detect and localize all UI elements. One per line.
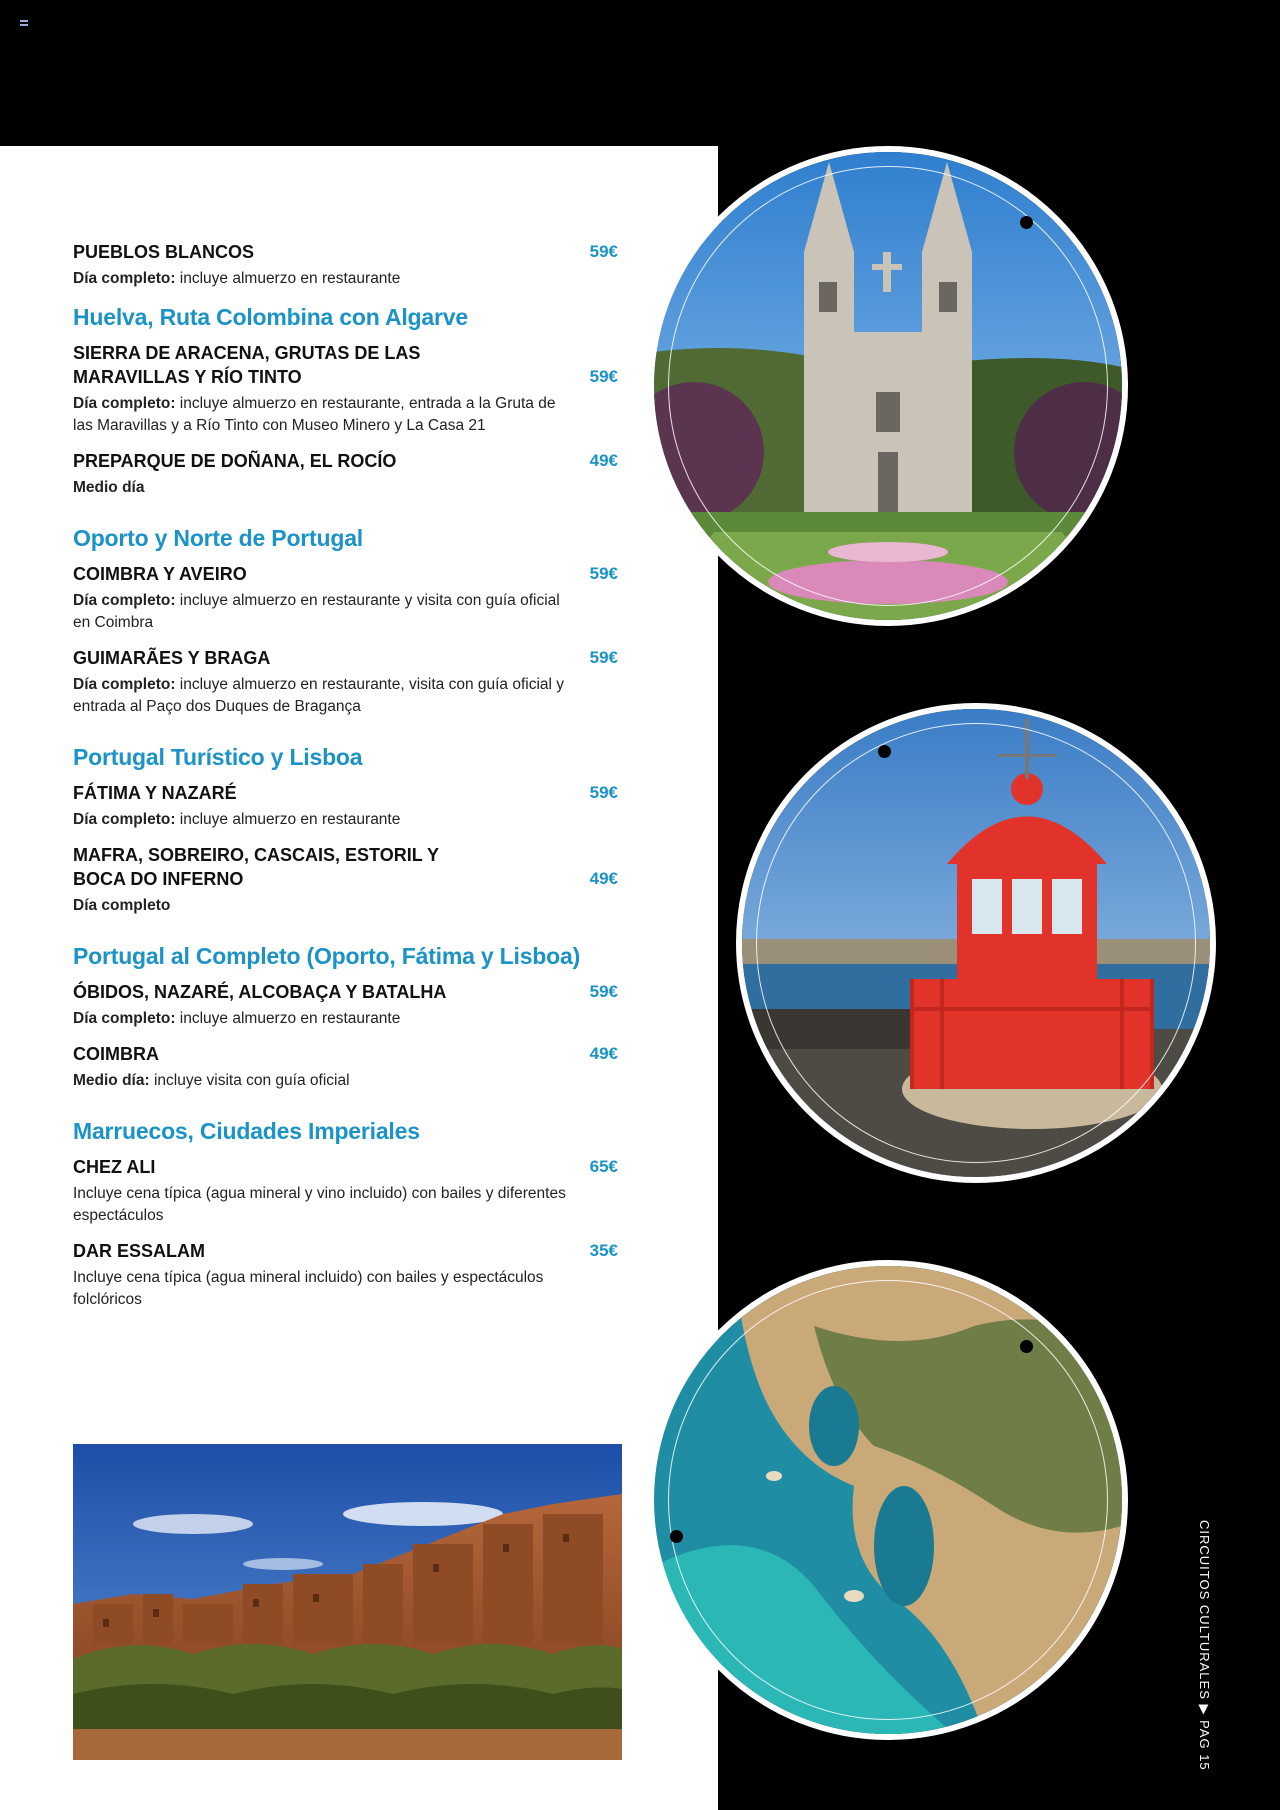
item-price: 35€ <box>589 1241 618 1260</box>
item-price: 49€ <box>589 869 618 888</box>
list-item <box>73 1155 618 1227</box>
item-price: 59€ <box>589 648 618 667</box>
section-oporto <box>73 525 618 718</box>
item-description: Día completo: incluye almuerzo en restaurante y visita con guía oficial en Coimbra <box>73 592 560 631</box>
section-title: Portugal al Completo (Oporto, Fátima y Lisboa) <box>73 943 581 969</box>
item-description: Medio día <box>73 479 145 496</box>
item-description: Día completo: incluye almuerzo en restaurante <box>73 811 401 828</box>
list-item <box>73 646 618 718</box>
item-price: 49€ <box>589 1044 618 1063</box>
item-description: Día completo: incluye almuerzo en restaurante <box>73 1010 401 1027</box>
section-portugal-completo <box>73 943 618 1092</box>
item-name: MAFRA, SOBREIRO, CASCAIS, ESTORIL Y BOCA DO INFERNO <box>73 845 439 889</box>
item-name: COIMBRA <box>73 1044 159 1064</box>
section-title: Portugal Turístico y Lisboa <box>73 744 363 770</box>
section-marruecos <box>73 1118 618 1311</box>
list-item <box>73 1239 618 1311</box>
section-huelva <box>73 304 618 499</box>
kasbah-photo <box>73 1444 622 1760</box>
item-name: DAR ESSALAM <box>73 1241 206 1261</box>
list-item <box>73 843 618 917</box>
section-title: Oporto y Norte de Portugal <box>73 525 363 551</box>
church-photo <box>648 146 1128 626</box>
excursion-list <box>73 240 618 1337</box>
item-name: CHEZ ALI <box>73 1157 156 1177</box>
list-item <box>73 341 618 437</box>
list-item <box>73 781 618 831</box>
item-price: 59€ <box>589 783 618 802</box>
item-description: Incluye cena típica (agua mineral y vino incluido) con bailes y diferentes espectáculos <box>73 1185 566 1224</box>
section-title: Huelva, Ruta Colombina con Algarve <box>73 304 468 330</box>
item-price: 65€ <box>589 1157 618 1176</box>
item-price: 59€ <box>589 982 618 1001</box>
item-description: Día completo: incluye almuerzo en restaurante, visita con guía oficial y entrada al Paço dos Duques de Bragança <box>73 676 565 715</box>
item-description: Incluye cena típica (agua mineral incluido) con bailes y espectáculos folclóricos <box>73 1269 544 1308</box>
list-item <box>73 449 618 499</box>
lighthouse-photo <box>736 703 1216 1183</box>
section-title: Marruecos, Ciudades Imperiales <box>73 1118 420 1144</box>
item-name: COIMBRA Y AVEIRO <box>73 564 247 584</box>
top-band <box>0 0 1280 146</box>
item-price: 59€ <box>589 242 618 261</box>
item-description: Día completo: incluye almuerzo en restaurante, entrada a la Gruta de las Maravillas y a Río Tinto con Museo Minero y La Casa 21 <box>73 395 556 434</box>
item-description: Medio día: incluye visita con guía oficial <box>73 1072 350 1089</box>
list-item <box>73 980 618 1030</box>
item-description: Día completo <box>73 897 171 914</box>
item-name: PUEBLOS BLANCOS <box>73 242 255 262</box>
item-price: 49€ <box>589 451 618 470</box>
item-name: PREPARQUE DE DOÑANA, EL ROCÍO <box>73 451 397 471</box>
list-item <box>73 240 618 290</box>
list-item <box>73 1042 618 1092</box>
item-name: SIERRA DE ARACENA, GRUTAS DE LAS MARAVILLAS Y RÍO TINTO <box>73 343 421 387</box>
item-name: FÁTIMA Y NAZARÉ <box>73 783 237 803</box>
section <box>73 240 618 290</box>
menu-icon[interactable] <box>20 20 28 26</box>
item-name: ÓBIDOS, NAZARÉ, ALCOBAÇA Y BATALHA <box>73 982 447 1002</box>
item-price: 59€ <box>589 367 618 386</box>
list-item <box>73 562 618 634</box>
side-page-label: CIRCUITOS CULTURALES ▶ PAG 15 <box>1197 1520 1212 1771</box>
coast-aerial-photo <box>648 1260 1128 1740</box>
section-portugal-turistico <box>73 744 618 917</box>
item-price: 59€ <box>589 564 618 583</box>
item-name: GUIMARÃES Y BRAGA <box>73 648 271 668</box>
item-description: Día completo: incluye almuerzo en restaurante <box>73 270 401 287</box>
